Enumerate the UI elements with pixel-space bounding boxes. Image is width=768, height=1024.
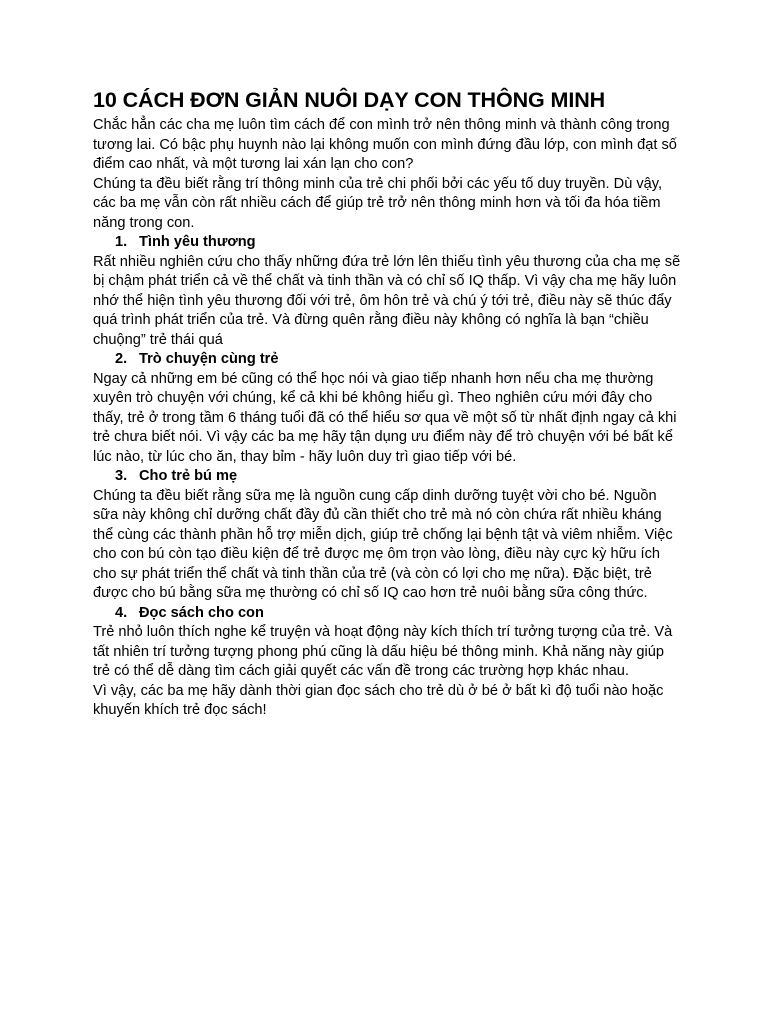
intro-paragraph-2: Chúng ta đều biết rằng trí thông minh của trẻ chi phối bởi các yếu tố duy truyền. Dù vậy, các ba mẹ vẫn còn rất nhiều cách để giúp trẻ trở nên thông minh hơn và tối đa hóa tiềm năng trong con. xyxy=(93,175,663,231)
section-4-paragraph-2: Vì vậy, các ba mẹ hãy dành thời gian đọc sách cho trẻ dù ở bé ở bất kì độ tuổi nào hoặc khuyến khích trẻ đọc sách! xyxy=(93,682,664,718)
section-1-title: Tình yêu thương xyxy=(139,234,256,250)
section-2-number: 2. xyxy=(115,351,128,367)
section-3-heading xyxy=(93,467,683,487)
document-page xyxy=(93,86,683,721)
section-3-number: 3. xyxy=(115,468,128,484)
section-3-title: Cho trẻ bú mẹ xyxy=(139,468,238,484)
section-4-heading xyxy=(93,604,683,624)
section-4-number: 4. xyxy=(115,604,128,621)
section-2-title: Trò chuyện cùng trẻ xyxy=(139,351,279,367)
section-3-paragraph: Chúng ta đều biết rằng sữa mẹ là nguồn cung cấp dinh dưỡng tuyệt vời cho bé. Nguồn sữa này không chỉ dưỡng chất đầy đủ cần thiết cho trẻ mà nó còn chứa rất nhiều kháng thể cùng các thành phần hỗ trợ miễn dịch, giúp trẻ chống lại bệnh tật và viêm nhiễm. Việc cho con bú còn tạo điều kiện để trẻ được mẹ ôm trọn vào lòng, điều này cực kỳ hữu ích cho sự phát triển thể chất và tinh thần của trẻ (và còn có lợi cho mẹ nữa). Đặc biệt, trẻ được cho bú bằng sữa mẹ thường có chỉ số IQ cao hơn trẻ nuôi bằng sữa công thức. xyxy=(93,487,673,601)
section-1-paragraph: Rất nhiều nghiên cứu cho thấy những đứa trẻ lớn lên thiếu tình yêu thương của cha mẹ sẽ bị chậm phát triển cả về thể chất và tinh thần và có chỉ số IQ thấp. Vì vậy cha mẹ hãy luôn nhớ thể hiện tình yêu thương đối với trẻ, ôm hôn trẻ và chú ý tới trẻ, điều này sẽ thúc đẩy quá trình phát triển của trẻ. Và đừng quên rằng điều này không có nghĩa là bạn “chiều chuộng” trẻ thái quá xyxy=(93,253,681,348)
section-1-heading xyxy=(93,233,683,253)
section-2-heading xyxy=(93,350,683,370)
document-title: 10 CÁCH ĐƠN GIẢN NUÔI DẠY CON THÔNG MINH xyxy=(93,88,606,112)
intro-paragraph-1: Chắc hẳn các cha mẹ luôn tìm cách để con mình trở nên thông minh và thành công trong tương lai. Có bậc phụ huynh nào lại không muốn con mình đứng đầu lớp, con mình đạt số điểm cao nhất, và một tương lai xán lạn cho con? xyxy=(93,117,677,172)
section-1-number: 1. xyxy=(115,234,128,250)
section-4-paragraph-1: Trẻ nhỏ luôn thích nghe kể truyện và hoạt động này kích thích trí tưởng tượng của trẻ. Và tất nhiên trí tưởng tượng phong phú cũng là dấu hiệu bé thông minh. Khả năng này giúp trẻ có thể dễ dàng tìm cách giải quyết các vấn đề trong các trường hợp khác nhau. xyxy=(93,624,673,679)
section-2-paragraph: Ngay cả những em bé cũng có thể học nói và giao tiếp nhanh hơn nếu cha mẹ thường xuyên trò chuyện với chúng, kể cả khi bé không hiểu gì. Theo nghiên cứu mới đây cho thấy, trẻ ở trong tầm 6 tháng tuổi đã có thể hiểu sơ qua về một số từ nhất định ngay cả khi trẻ chưa biết nói. Vì vậy các ba mẹ hãy tận dụng ưu điểm này để trò chuyện với bé bất kể lúc nào, từ lúc cho ăn, thay bỉm - hãy luôn duy trì giao tiếp với bé. xyxy=(93,370,677,465)
section-4-title: Đọc sách cho con xyxy=(139,604,264,621)
